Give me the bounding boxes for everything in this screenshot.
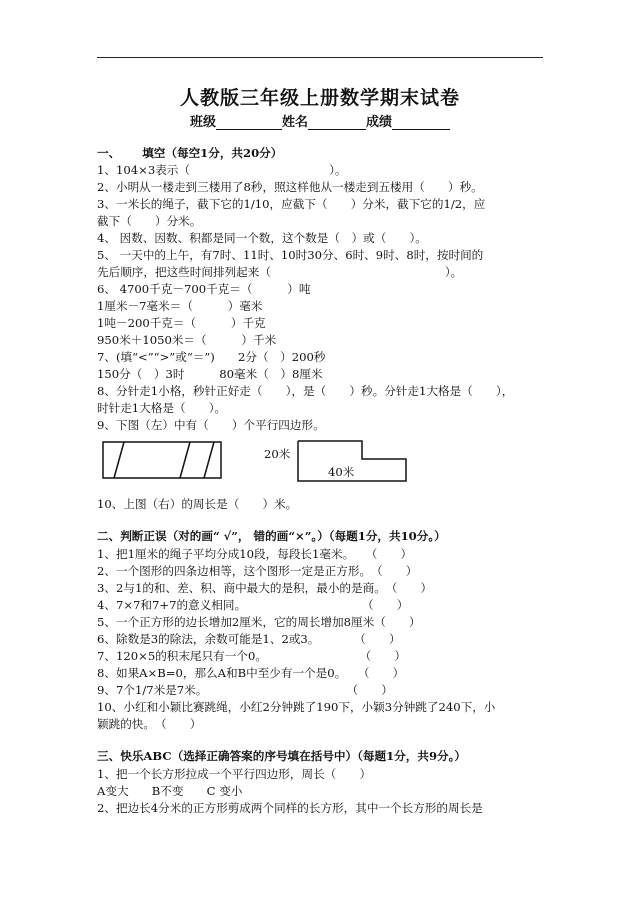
parallelogram-figure: [102, 436, 224, 482]
section-1-number: 一、: [97, 146, 121, 160]
question-line: 9、下图（左）中有（ ）个平行四边形。: [97, 418, 325, 432]
question-line: 1、把一个长方形拉成一个平行四边形，周长（ ）: [97, 767, 372, 781]
question-line: 9、7个1/7米是7米。 （ ）: [97, 683, 393, 697]
name-label: 姓名: [281, 115, 308, 130]
section-2-heading: 二、判断正误（对的画“ √”， 错的画“×”。）（每题1分，共10分。）: [97, 529, 446, 543]
student-info-line: [0, 111, 640, 130]
question-line: 2、小明从一楼走到三楼用了8秒，照这样他从一楼走到五楼用（ ）秒。: [97, 180, 483, 194]
figure-label-20: 20米: [264, 447, 291, 461]
question-line: 2、一个图形的四条边相等，这个图形一定是正方形。 （ ）: [97, 564, 418, 578]
class-blank[interactable]: [216, 115, 282, 130]
question-line: 10、上图（右）的周长是（ ）米。: [97, 497, 298, 511]
question-line: 4、7×7和7+7的意义相同。 （ ）: [97, 598, 409, 612]
question-line: 10、小红和小颖比赛跳绳，小红2分钟跳了190下，小颖3分钟跳了240下，小: [97, 700, 496, 714]
header-rule: [97, 57, 543, 58]
question-line: 时针走1大格是（ ）。: [97, 401, 227, 415]
question-line: 1、104×3表示（ ）。: [97, 163, 347, 177]
question-line: 3、2与1的和、差、积、商中最大的是积，最小的是商。 （ ）: [97, 581, 433, 595]
question-line: 1、把1厘米的绳子平均分成10段，每段长1毫米。 （ ）: [97, 547, 413, 561]
section-1-title: 填空（每空1分，共20分）: [142, 146, 283, 160]
question-line: 5、一个正方形的边长增加2厘米，它的周长增加8厘米（ ）: [97, 615, 421, 629]
question-line: 6、 4700千克－700千克＝（ ）吨: [97, 282, 311, 296]
question-line: 颖跳的快。 （ ）: [97, 717, 202, 731]
question-line: 6、除数是3的除法，余数可能是1、2或3。 （ ）: [97, 632, 401, 646]
question-line: 950米＋1050米＝（ ）千米: [97, 333, 277, 347]
question-line: 2、把边长4分米的正方形剪成两个同样的长方形，其中一个长方形的周长是: [97, 801, 483, 815]
question-line: 1吨－200千克＝（ ）千克: [97, 316, 266, 330]
section-1-heading: [97, 146, 282, 160]
question-line: 截下（ ）分米。: [97, 214, 202, 228]
question-line: 3、一米长的绳子，截下它的1/10，应截下（ ）分米，截下它的1/2，应: [97, 197, 486, 211]
question-line: 150分（ ）3时 80毫米（ ）8厘米: [97, 367, 323, 381]
score-blank[interactable]: [392, 115, 450, 130]
question-line: 7、120×5的积末尾只有一个0。 （ ）: [97, 649, 407, 663]
page-title: 人教版三年级上册数学期末试卷: [179, 87, 460, 109]
name-blank[interactable]: [308, 115, 366, 130]
answer-options: A变大 B不变 C 变小: [97, 784, 243, 798]
question-line: 1厘米－7毫米＝（ ）毫米: [97, 299, 263, 313]
question-line: 8、分针走1小格，秒针正好走（ ），是（ ）秒。分针走1大格是（ ），: [97, 384, 514, 398]
question-line: 8、如果A×B=0，那么A和B中至少有一个是0。 （ ）: [97, 666, 405, 680]
question-line: 4、 因数、因数、积都是同一个数，这个数是（ ）或（ ）。: [97, 231, 427, 245]
question-line: 7、(填“<”“>”或“＝”) 2分（ ）200秒: [97, 350, 326, 364]
score-label: 成绩: [366, 115, 393, 130]
figure-label-40: 40米: [328, 465, 355, 479]
section-3-heading: 三、快乐ABC（选择正确答案的序号填在括号中）（每题1分，共9分。）: [97, 749, 466, 763]
question-line: 先后顺序，把这些时间排列起来（ ）。: [97, 265, 463, 279]
class-label: 班级: [189, 115, 216, 130]
question-line: 5、 一天中的上午，有7时、11时、10时30分、6时、9时、8时，按时间的: [97, 248, 484, 262]
